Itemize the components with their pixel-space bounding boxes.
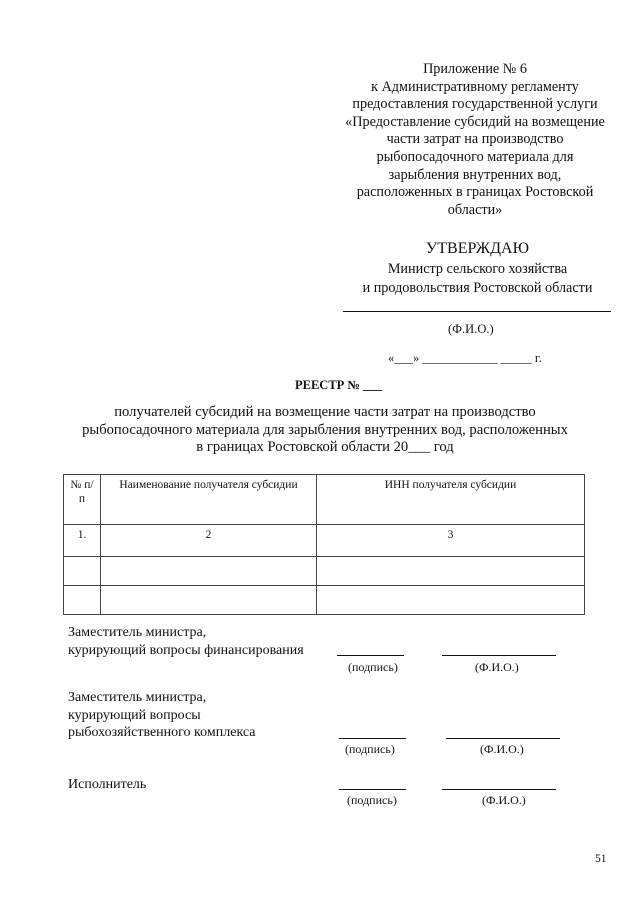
subtitle-line: в границах Ростовской области 20___ год xyxy=(196,439,454,455)
fio-line xyxy=(442,789,556,790)
signature-block-executor xyxy=(68,776,146,794)
annex-line: «Предоставление субсидий на возмещение xyxy=(345,113,605,130)
approval-line: Министр сельского хозяйства xyxy=(387,261,568,277)
fio-line xyxy=(446,738,560,739)
approval-title: УТВЕРЖДАЮ xyxy=(425,240,530,257)
signatory-line: Исполнитель xyxy=(68,777,147,792)
annex-line: области» xyxy=(447,201,503,218)
signatory-line: Заместитель министра, xyxy=(68,625,207,640)
table-cell: 3 xyxy=(317,525,585,557)
annex-line: зарыбления внутренних вод, xyxy=(388,166,562,183)
signature-line xyxy=(337,655,404,656)
register-subtitle xyxy=(60,404,590,457)
fio-line xyxy=(442,655,556,656)
fio-caption: (Ф.И.О.) xyxy=(482,793,526,807)
table-cell: 1. xyxy=(64,525,101,557)
header-number: № п/п xyxy=(64,475,101,525)
subtitle-line: получателей субсидий на возмещение части затрат на производство xyxy=(114,404,536,420)
signature-block-finance xyxy=(68,624,304,659)
approval-signature-line xyxy=(343,311,611,312)
table-cell[interactable] xyxy=(64,586,101,615)
approval-date-field: «___» ____________ _____ г. xyxy=(388,351,542,365)
header-inn: ИНН получателя субсидии xyxy=(317,475,585,525)
table-row xyxy=(64,557,585,586)
annex-line: рыбопосадочного материала для xyxy=(376,148,574,165)
page-number: 51 xyxy=(595,853,607,865)
signature-caption: (подпись) xyxy=(345,742,395,756)
table-cell[interactable] xyxy=(101,586,317,615)
table-cell[interactable] xyxy=(317,586,585,615)
table-cell[interactable] xyxy=(317,557,585,586)
signatory-line: Заместитель министра, xyxy=(68,690,207,705)
approval-line: и продовольствия Ростовской области xyxy=(362,280,593,296)
register-table xyxy=(63,474,585,615)
table-cell: 2 xyxy=(101,525,317,557)
annex-line: части затрат на производство xyxy=(386,131,564,148)
annex-line: к Административному регламенту xyxy=(371,78,579,95)
table-row xyxy=(64,586,585,615)
header-recipient-name: Наименование получателя субсидии xyxy=(101,475,317,525)
annex-line: Приложение № 6 xyxy=(423,61,527,77)
signatory-line: рыбохозяйственного комплекса xyxy=(68,725,256,740)
signature-block-fisheries xyxy=(68,689,256,742)
signatory-line: курирующий вопросы xyxy=(68,707,201,723)
subtitle-line: рыбопосадочного материала для зарыбления внутренних вод, расположенных xyxy=(82,421,568,438)
table-cell[interactable] xyxy=(101,557,317,586)
table-row xyxy=(64,525,585,557)
annex-line: расположенных в границах Ростовской xyxy=(356,184,594,201)
fio-caption: (Ф.И.О.) xyxy=(475,660,519,674)
table-header-row xyxy=(64,475,585,525)
approval-block xyxy=(345,239,610,298)
signature-line xyxy=(339,789,406,790)
annex-header xyxy=(330,61,620,219)
signature-caption: (подпись) xyxy=(348,660,398,674)
signatory-line: курирующий вопросы финансирования xyxy=(68,642,304,658)
signature-line xyxy=(339,738,406,739)
fio-caption: (Ф.И.О.) xyxy=(480,742,524,756)
register-title: РЕЕСТР № ___ xyxy=(295,378,382,392)
annex-line: предоставления государственной услуги xyxy=(352,96,598,113)
approval-fio-caption: (Ф.И.О.) xyxy=(448,322,494,336)
table-cell[interactable] xyxy=(64,557,101,586)
signature-caption: (подпись) xyxy=(347,793,397,807)
